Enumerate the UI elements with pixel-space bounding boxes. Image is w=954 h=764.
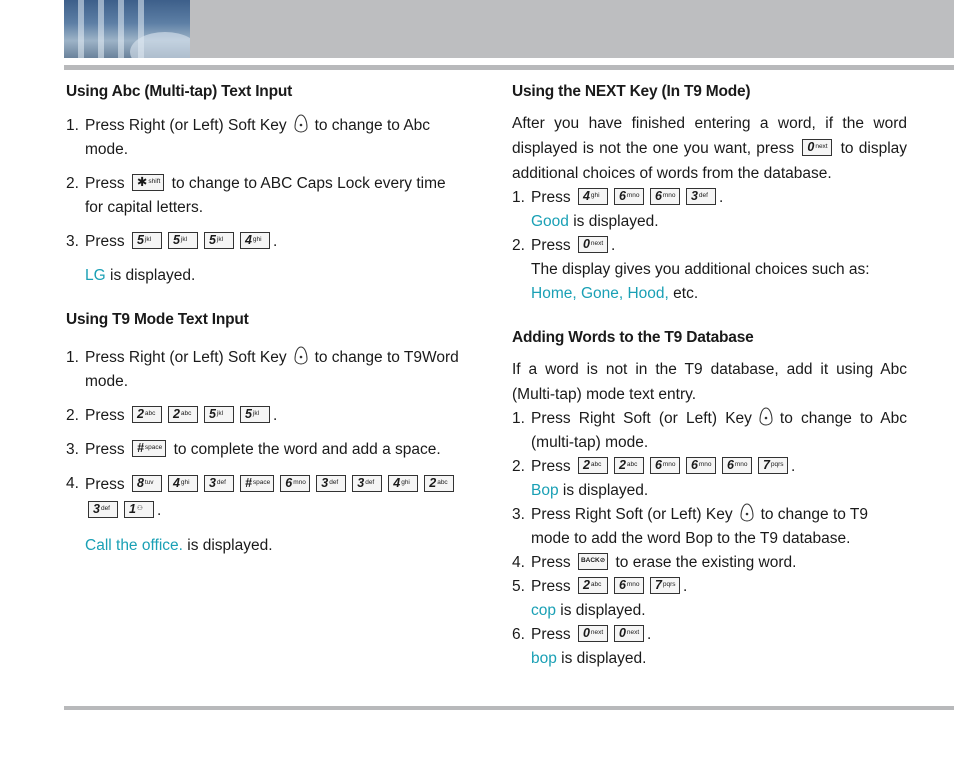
key-pound-space-icon: #$^{space}$ — [240, 475, 274, 492]
key-4-icon: $4^{ghi}$ — [168, 475, 198, 492]
bottom-rule — [64, 706, 954, 710]
add-step-6: 6. Press $0^{next}$ $0^{next}$ . — [512, 626, 652, 643]
key-4-icon: $4^{ghi}$ — [240, 232, 270, 249]
key-back-icon: BACK⊘ — [578, 553, 608, 570]
key-2-icon: $2^{abc}$ — [132, 406, 162, 423]
key-3-icon: $3^{def}$ — [352, 475, 382, 492]
next-key-intro: After you have finished entering a word, if the word displayed is not the one you want, press $0^{next}$ to display additional choices of words from the database. — [512, 115, 908, 182]
key-6-icon: $6^{mno}$ — [650, 457, 680, 474]
key-star-shift-icon: ✱$^{shift}$ — [132, 174, 164, 191]
left-column — [66, 80, 461, 558]
key-7-icon: $7^{pqrs}$ — [758, 457, 788, 474]
t9-result: Call the office. is displayed. — [85, 537, 273, 554]
key-5-icon: $5^{jkl}$ — [168, 232, 198, 249]
section-title-adding-words: Adding Words to the T9 Database — [512, 329, 754, 346]
header-photo — [64, 0, 190, 58]
next-step-2: 2. Press $0^{next}$ . — [512, 237, 616, 254]
soft-key-icon — [294, 346, 308, 365]
add-step-1: 1. Press Right Soft (or Left) Key to change to Abc (multi-tap) mode. — [512, 407, 907, 455]
add-step-5: 5. Press $2^{abc}$ $6^{mno}$ $7^{pqrs}$ . — [512, 578, 688, 595]
key-5-icon: $5^{jkl}$ — [132, 232, 162, 249]
key-6-icon: $6^{mno}$ — [722, 457, 752, 474]
t9-step-3: 3. Press #$^{space}$ to complete the word and add a space. — [66, 441, 441, 458]
top-rule — [64, 65, 954, 70]
abc-step-3: 3. Press $5^{jkl}$ $5^{jkl}$ $5^{jkl}$ $4^{ghi}$ . — [66, 233, 278, 250]
add-step-2: 2. Press $2^{abc}$ $2^{abc}$ $6^{mno}$ $6^{mno}$ $6^{mno}$ $7^{pqrs}$ . — [512, 458, 796, 475]
key-3-icon: $3^{def}$ — [316, 475, 346, 492]
key-8-icon: $8^{tuv}$ — [132, 475, 162, 492]
t9-step-1: 1. Press Right (or Left) Soft Key to change to T9Word mode. — [66, 346, 461, 394]
soft-key-icon — [294, 114, 308, 133]
add-step-3: 3. Press Right Soft (or Left) Key to change to T9 mode to add the word Bop to the T9 database. — [512, 503, 907, 551]
header-bar — [64, 0, 954, 58]
add-step-2-result: Bop is displayed. — [531, 482, 649, 499]
key-0-next-icon: $0^{next}$ — [578, 236, 608, 253]
key-2-icon: $2^{abc}$ — [578, 577, 608, 594]
add-step-4: 4. Press BACK⊘ to erase the existing word. — [512, 554, 797, 571]
key-4-icon: $4^{ghi}$ — [388, 475, 418, 492]
abc-step-2: 2. Press ✱$^{shift}$ to change to ABC Caps Lock every time for capital letters. — [66, 175, 446, 216]
key-6-icon: $6^{mno}$ — [614, 188, 644, 205]
add-step-6-result: bop is displayed. — [531, 650, 647, 667]
key-5-icon: $5^{jkl}$ — [204, 232, 234, 249]
t9-step-4: 4. Press $8^{tuv}$ $4^{ghi}$ $3^{def}$ #$^{space}$ $6^{mno}$ $3^{def}$ $3^{def}$ $4^{ghi}$ $2^{abc}$ $3^{def}$ 1⚇ . — [66, 472, 461, 524]
key-4-icon: $4^{ghi}$ — [578, 188, 608, 205]
key-6-icon: $6^{mno}$ — [686, 457, 716, 474]
key-7-icon: $7^{pqrs}$ — [650, 577, 680, 594]
key-3-icon: $3^{def}$ — [204, 475, 234, 492]
section-title-t9: Using T9 Mode Text Input — [66, 311, 249, 328]
key-6-icon: $6^{mno}$ — [614, 577, 644, 594]
abc-result: LG is displayed. — [85, 267, 196, 284]
next-step-2-choices: Home, Gone, Hood, etc. — [531, 285, 699, 302]
key-6-icon: $6^{mno}$ — [280, 475, 310, 492]
key-0-next-icon: $0^{next}$ — [578, 625, 608, 642]
next-step-1-result: Good is displayed. — [531, 213, 659, 230]
t9-step-2: 2. Press $2^{abc}$ $2^{abc}$ $5^{jkl}$ $5^{jkl}$ . — [66, 407, 278, 424]
adding-words-intro: If a word is not in the T9 database, add it using Abc (Multi-tap) mode text entry. — [512, 361, 907, 403]
key-2-icon: $2^{abc}$ — [168, 406, 198, 423]
key-6-icon: $6^{mno}$ — [650, 188, 680, 205]
key-0-next-icon: $0^{next}$ — [802, 139, 832, 156]
key-5-icon: $5^{jkl}$ — [240, 406, 270, 423]
key-3-icon: $3^{def}$ — [686, 188, 716, 205]
soft-key-icon — [740, 503, 754, 522]
key-pound-space-icon: #$^{space}$ — [132, 440, 166, 457]
abc-step-1: 1. Press Right (or Left) Soft Key to change to Abc mode. — [66, 114, 461, 162]
key-0-next-icon: $0^{next}$ — [614, 625, 644, 642]
key-1-icon: 1⚇ — [124, 501, 154, 518]
key-2-icon: $2^{abc}$ — [578, 457, 608, 474]
key-2-icon: $2^{abc}$ — [424, 475, 454, 492]
right-column — [512, 80, 907, 671]
key-2-icon: $2^{abc}$ — [614, 457, 644, 474]
section-title-next-key: Using the NEXT Key (In T9 Mode) — [512, 83, 751, 100]
key-5-icon: $5^{jkl}$ — [204, 406, 234, 423]
soft-key-icon — [759, 407, 773, 426]
next-step-2-text: The display gives you additional choices such as: — [531, 261, 870, 278]
section-title-abc: Using Abc (Multi-tap) Text Input — [66, 83, 293, 100]
next-step-1: 1. Press $4^{ghi}$ $6^{mno}$ $6^{mno}$ $3^{def}$ . — [512, 189, 724, 206]
add-step-5-result: cop is displayed. — [531, 602, 646, 619]
key-3-icon: $3^{def}$ — [88, 501, 118, 518]
